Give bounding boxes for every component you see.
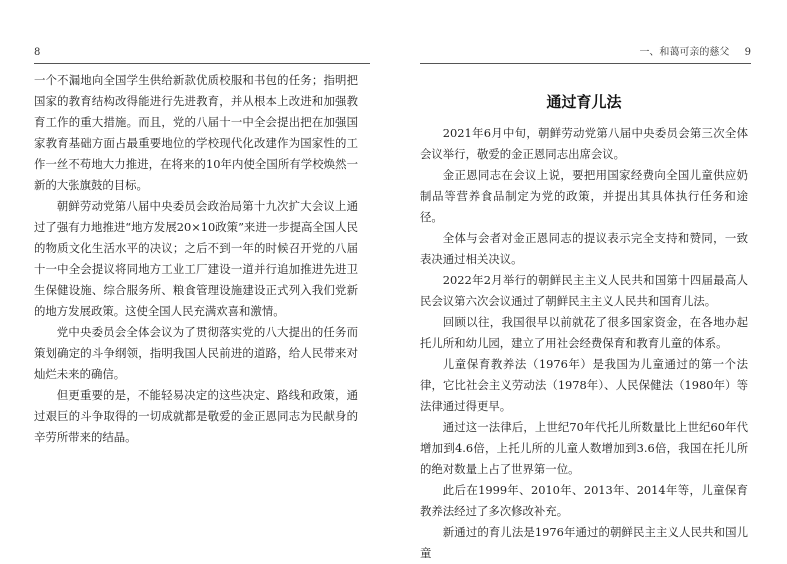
chapter-title: 通过育儿法: [546, 93, 622, 111]
left-header-rule: [34, 63, 370, 64]
right-paragraph-3: 全体与会者对金正恩同志的提议表示完全支持和赞同，一致表决通过相关决议。: [420, 231, 748, 266]
right-paragraph-4: 2022年2月举行的朝鲜民主主义人民共和国第十四届最高人民会议第六次会议通过了朝鲜民主主义人民共和国育儿法。: [420, 273, 748, 308]
right-header-rule: [420, 63, 751, 64]
right-paragraph-9: 新通过的育儿法是1976年通过的朝鲜民主主义人民共和国儿童: [420, 525, 748, 560]
left-paragraph-1: 一个不漏地向全国学生供给新款优质校服和书包的任务；指明把国家的教育结构改得能进行先进教育，并从根本上改进和加强教育工作的重大措施。而且，党的八届十一中全会提出把在加强国家教育基础方面占最重要地位的学校现代化改建作为国家性的工作一丝不苟地大力推进，在将来的10年内使全国所有学校焕然一新的大张旗鼓的目标。: [34, 73, 358, 192]
right-page-body: [420, 123, 748, 564]
left-page: [0, 0, 394, 558]
left-paragraph-3: 党中央委员会全体会议为了贯彻落实党的八大提出的任务而策划确定的斗争纲领，指明我国人民前进的道路，给人民带来对灿烂未来的确信。: [34, 325, 358, 381]
right-paragraph-2: 金正恩同志在会议上说，要把用国家经费向全国儿童供应奶制品等营养食品制定为党的政策，并提出其具体执行任务和途径。: [420, 168, 748, 224]
left-paragraph-4: 但更重要的是，不能轻易决定的这些决定、路线和政策，通过艰巨的斗争取得的一切成就都是敬爱的金正恩同志为民献身的辛劳所带来的结晶。: [34, 388, 358, 444]
left-page-body: [34, 70, 358, 448]
right-paragraph-8: 此后在1999年、2010年、2013年、2014年等，儿童保育教养法经过了多次修改补充。: [420, 483, 748, 518]
right-page-number: 9: [744, 47, 751, 58]
running-header-title: 一、和蔼可亲的慈父: [639, 47, 730, 58]
left-page-header: [34, 46, 370, 60]
right-page: [394, 0, 787, 558]
right-paragraph-6: 儿童保育教养法（1976年）是我国为儿童通过的第一个法律，它比社会主义劳动法（1978年）、人民保健法（1980年）等法律通过得更早。: [420, 357, 748, 413]
left-paragraph-2: 朝鲜劳动党第八届中央委员会政治局第十九次扩大会议上通过了强有力地推进“地方发展20×10政策”来进一步提高全国人民的物质文化生活水平的决议；之后不到一年的时候召开党的八届十一中全会提议将同地方工业工厂建设一道并行追加推进先进卫生保健设施、综合服务所、粮食管理设施建设正式列入我们党新的地方发展政策。这使全国人民充满欢喜和激情。: [34, 199, 358, 318]
left-page-number: 8: [34, 47, 41, 58]
right-paragraph-5: 回顾以往，我国很早以前就花了很多国家资金，在各地办起托儿所和幼儿园，建立了用社会经费保育和教育儿童的体系。: [420, 315, 748, 350]
right-paragraph-1: 2021年6月中旬，朝鲜劳动党第八届中央委员会第三次全体会议举行，敬爱的金正恩同志出席会议。: [420, 126, 748, 161]
right-paragraph-7: 通过这一法律后，上世纪70年代托儿所数量比上世纪60年代增加到4.6倍，上托儿所的儿童人数增加到3.6倍，我国在托儿所的绝对数量上占了世界第一位。: [420, 420, 748, 476]
right-header-group: [639, 46, 751, 60]
right-page-header: [420, 46, 751, 60]
